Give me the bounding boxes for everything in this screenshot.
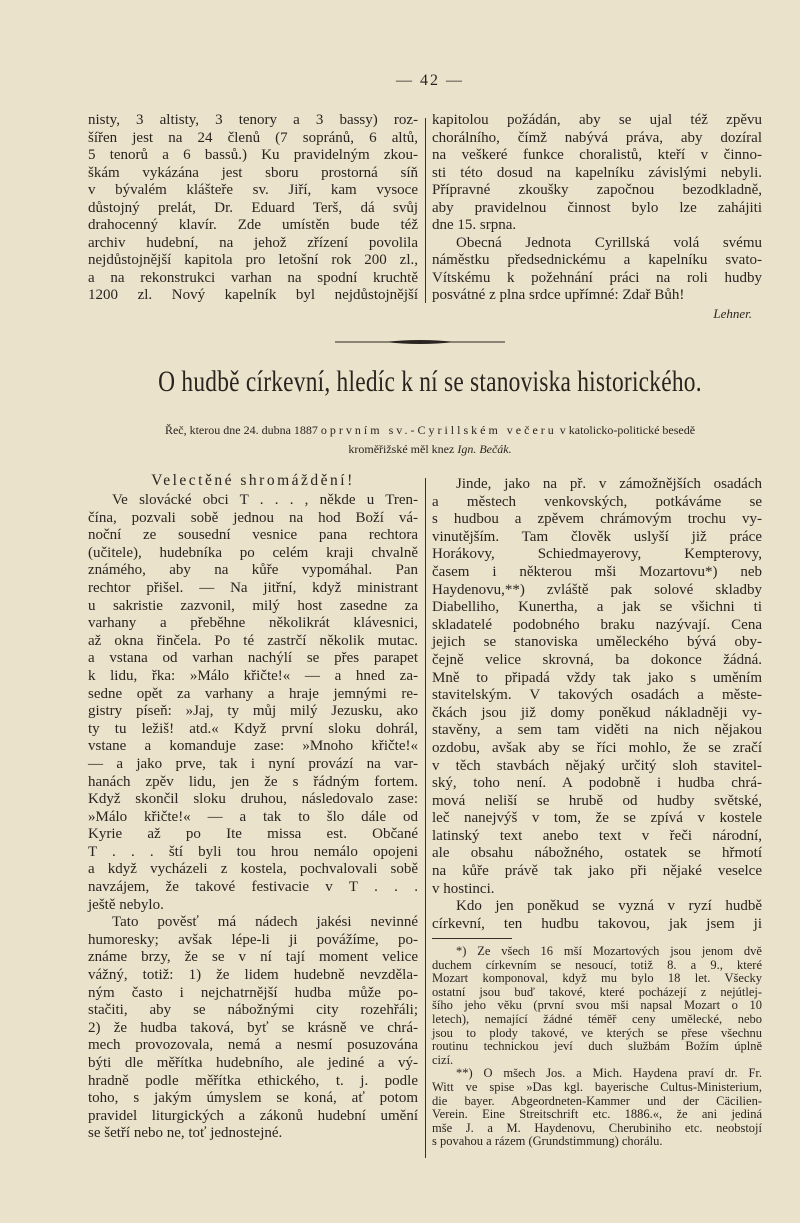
text-line: na kůře právě tak jako při nějaké veselce xyxy=(432,863,762,880)
text-line: *) Ze všech 16 mší Mozartových jsou jenom dvě xyxy=(456,944,762,958)
text-line: duchem církevním se nesoucí, totiž 8. a 9., které xyxy=(432,957,762,972)
text-line: leč nanejvýš v tom, že se zpívá v kostele xyxy=(432,810,762,827)
text-line: — a jako prve, tak i nyní provází na var- xyxy=(88,755,418,772)
text-line: hradně podle měřítka ethického, t. j. podle xyxy=(88,1072,418,1089)
top-right-column xyxy=(432,112,762,322)
text-line: vinutějším. Tam člověk uslyší již práce xyxy=(432,528,762,545)
text-line: Ve slovácké obci T . . . , někde u Tren- xyxy=(112,492,418,508)
text-line: na veškeré funkce choralistů, kteří v činno- xyxy=(432,147,762,163)
text-line: Tato pověsť má nádech jakési nevinné xyxy=(112,914,418,931)
text-line: die bayer. Abgeordneten-Kammer und der Cäcilien- xyxy=(432,1093,762,1108)
text-line: hanách zpěv lidu, jen že s řádným fortem. xyxy=(88,773,418,790)
text-line: ným často i nejchatrnější hudba může po- xyxy=(88,984,418,1001)
text-line: dne 15. srpna. xyxy=(432,217,517,233)
text-line: v těch stavbách nějaký určitý sloh stavitel- xyxy=(432,757,762,774)
text-line: archiv hudební, na jehož zřízení povolila xyxy=(88,234,418,251)
text-line: latinský text anebo text v řeči národní, xyxy=(432,827,762,844)
text-line: Kyrie až po Ite missa est. Občané xyxy=(88,826,418,843)
footnotes xyxy=(432,945,762,1149)
text-line: nejdůstojnější kapitola pro letošní rok 200 zl., xyxy=(88,252,418,268)
text-line: cizí. xyxy=(432,1052,454,1067)
text-line: ještě nebylo. xyxy=(88,896,164,913)
text-line: v hostinci. xyxy=(432,880,495,897)
text-line: k lidu, řka: »Málo křičte!« — a hned za- xyxy=(88,667,418,684)
text-line: nisty, 3 altisty, 3 tenory a 3 bassy) roz- xyxy=(88,112,418,128)
text-line: skladatelé podobného braku nazývají. Cena xyxy=(432,616,762,633)
text-line: mše J. a M. Haydenovu, Cherubiniho etc. neobstojí xyxy=(432,1120,762,1135)
text-line: T . . . ští byli tou hrou nemálo opojeni xyxy=(88,843,418,860)
text-line: šího jeho věku (první svou mši napsal Mozart o 10 xyxy=(432,998,762,1013)
text-line: Vítskému k požehnání práci na roli hudby xyxy=(432,269,762,286)
text-line: Mozart komponoval, když mu bylo 18 let. Všecky xyxy=(432,971,762,986)
text-line: posvátné z plna srdce upřímné: Zdař Bůh! xyxy=(432,287,685,303)
page-number: — 42 — xyxy=(396,72,464,89)
text-line: ostatní jsou buď takové, které pocházejí z nejútlej- xyxy=(432,984,762,999)
text-line: u sakristie zazvonil, milý host zasedne za xyxy=(88,597,418,614)
text-line: 2) že hudba taková, byť se krásně ve chrá- xyxy=(88,1019,418,1036)
text-line: šířen jest na 24 členů (7 sopránů, 6 altů, xyxy=(88,129,418,146)
signature: Lehner. xyxy=(713,305,752,321)
text-line: mová neliší se hrubě od hudby světské, xyxy=(432,792,762,809)
text-line: rechtor přišel. — Na jitřní, když ministrant xyxy=(88,579,418,596)
text-line: se šetří nebo ne, toť jednostejné. xyxy=(88,1125,283,1142)
text-line: časem i některou mši Mozartovu*) neb xyxy=(432,563,762,580)
text-line: »Málo křičte!« — a tak to šlo dále od xyxy=(88,808,418,825)
text-line: aby pravidelnou činnost bylo lze zahájiti xyxy=(432,199,762,216)
text-line: a když vycházeli z kostela, pochvalovali sobě xyxy=(88,861,418,878)
text-line: škám vykázána jest sboru prostorná síň xyxy=(88,164,418,181)
subtitle-part-a: Řeč, kterou dne 24. dubna 1887 o xyxy=(164,423,327,437)
text-line: sti této dosud na kapelníku závislými nebyli. xyxy=(432,164,762,181)
text-line: routinu technickou jeví duch službám Božím úplně xyxy=(432,1039,762,1054)
text-line: varhany a přeběhne několikrát klávesnici, xyxy=(88,615,418,632)
text-line: sedne opět za varhany a hraje jemnými re- xyxy=(88,685,418,702)
article-title: O hudbě církevní, hledíc k ní se stanoviska historického. xyxy=(158,365,702,398)
text-line: s povahou a rázem (Grundstimmung) chorálu. xyxy=(432,1134,663,1149)
column-divider-body xyxy=(425,478,426,1158)
text-line: čejně velice skrovná, ba dokonce žádná. xyxy=(432,651,762,668)
text-line: Witt ve spise »Das kgl. bayerische Cultus-Ministerium, xyxy=(432,1079,762,1094)
text-line: známého, aby na kůře vypomáhal. Pan xyxy=(88,562,418,579)
article-subtitle xyxy=(60,422,800,438)
text-line: **) O mšech Jos. a Mich. Haydena praví dr. Fr. xyxy=(456,1066,762,1081)
text-line: s hudbou a zpěvem chrámovým trochu vy- xyxy=(432,511,762,528)
text-line: noční ze sousední vesnice pana rechtora xyxy=(88,527,418,544)
text-line: Horákovy, Schiedmayerovy, Kempterovy, xyxy=(432,546,762,563)
text-line: Kdo jen poněkud se vyzná v ryzí hudbě xyxy=(456,898,762,915)
text-line: pravidel liturgických a zákonů hudební umění xyxy=(88,1107,418,1124)
text-line: 1200 zl. Nový kapelník byl nejdůstojnější xyxy=(88,287,418,303)
text-line: humoresky; avšak lépe-li ji povážíme, po- xyxy=(88,931,418,948)
text-line: Mně to připadá vždy tak jako s uměním xyxy=(432,669,762,686)
text-line: navzájem, že takové festivacie v T . . . xyxy=(88,879,418,896)
footnote-separator xyxy=(432,938,512,939)
text-line: a na rekonstrukci varhan na spodní kruchtě xyxy=(88,269,418,286)
column-divider-top xyxy=(425,118,426,303)
text-line: vstane a komanduje zase: »Mnoho křičte!« xyxy=(88,738,418,755)
body-right-column xyxy=(432,476,762,933)
text-line: Jinde, jako na př. v zámožnějších osadách xyxy=(456,476,762,492)
text-line: Diabelliho, Kunertha, a jak se všichni ti xyxy=(432,599,762,616)
text-line: vážný, totiž: 1) že lidem hudebně nevzděla- xyxy=(88,967,418,984)
text-line: ozdobu, avšak aby se říci mohlo, že se zračí xyxy=(432,739,762,756)
text-line: býti dle měřítka hudebního, ale jediné a vý- xyxy=(88,1055,418,1071)
text-line: gistry píseň: »Jaj, ty můj milý Jezusku, ako xyxy=(88,703,418,720)
top-left-column xyxy=(88,112,418,305)
subtitle-part-b: prvním sv.-Cyrillském večeru xyxy=(329,423,557,437)
text-line: a městech venkovských, potkáváme se xyxy=(432,493,762,510)
text-line: stavitelským. V takových osadách a měste- xyxy=(432,687,762,704)
text-line: a vstana od varhan nachýlí se přes parapet xyxy=(88,650,418,667)
text-line: (učitele), hudebníka po celém kraji chvalně xyxy=(88,544,418,561)
text-line: kapitolou požádán, aby se ujal též zpěvu xyxy=(432,112,762,128)
text-line: ale obsahu nábožného, ostatek se hřmotí xyxy=(432,845,762,862)
text-line: drahocenný klavír. Zde umístěn bude též xyxy=(88,217,418,233)
text-line: Přípravné zkoušky započnou bezodkladně, xyxy=(432,182,762,198)
text-line: Verein. Eine Streitschrift etc. 1886.«, že ani jediná xyxy=(432,1107,762,1122)
subtitle-line2: kroměřižské měl knez xyxy=(348,442,455,456)
text-line: Obecná Jednota Cyrillská volá svému xyxy=(456,234,762,251)
greeting: Velectěné shromáždění! xyxy=(151,472,355,489)
article-subtitle-line2 xyxy=(60,441,800,457)
text-line: jsou to plody takové, ve kterých se přese všechnu xyxy=(432,1025,762,1040)
text-line: mech provozovala, nemá a nesmí posuzována xyxy=(88,1037,418,1054)
text-line: čína, pozvali sobě jednou na hod Boží vá- xyxy=(88,509,418,526)
text-line: ský, toho není. A podobně i hudba chrá- xyxy=(432,775,762,792)
article-author: Ign. Bečák. xyxy=(457,442,512,456)
text-line: známe brzy, že se v ní tají moment velice xyxy=(88,949,418,966)
text-line: Haydenovu,**) zvláště pak solové skladby xyxy=(432,581,762,598)
text-line: čkách jsou již domy poněkud nákladněji vy- xyxy=(432,704,762,721)
subtitle-part-c: v katolicko-politické besedě xyxy=(559,423,696,437)
text-line: náměstku předsednickému a kapelníku svato- xyxy=(432,252,762,268)
text-line: církevní, ten hudbu takovou, jak jsem ji xyxy=(432,915,762,932)
text-line: toho, s jakým úmyslem se koná, ať potom xyxy=(88,1090,418,1107)
text-line: stavěny, a sem tam viděti na nich nějakou xyxy=(432,722,762,739)
text-line: jejich se stanoviska uměleckého bývá oby- xyxy=(432,634,762,651)
text-line: stačiti, aby se nábožnými city rozehřáli; xyxy=(88,1002,418,1019)
text-line: v bývalém klášteře sv. Jiří, kam vysoce xyxy=(88,182,418,198)
ornamental-rule xyxy=(335,338,505,346)
body-left-column xyxy=(88,470,418,1143)
text-line: Když skončil sloku druhou, následovalo zase: xyxy=(88,791,418,808)
text-line: 5 tenorů a 6 bassů.) Ku pravidelným zkou- xyxy=(88,147,418,163)
text-line: ty tu ležiš! atd.« Když první sloku dohrál, xyxy=(88,720,418,737)
text-line: až okna řinčela. Po té zastrčí několik mutac. xyxy=(88,632,418,649)
text-line: chorálního, čímž nabývá práva, aby dozíral xyxy=(432,129,762,146)
text-line: důstojný prelát, Dr. Eduard Terš, dá svůj xyxy=(88,199,418,216)
text-line: letech), nemající žádné téměř ceny umělecké, nebo xyxy=(432,1011,762,1026)
